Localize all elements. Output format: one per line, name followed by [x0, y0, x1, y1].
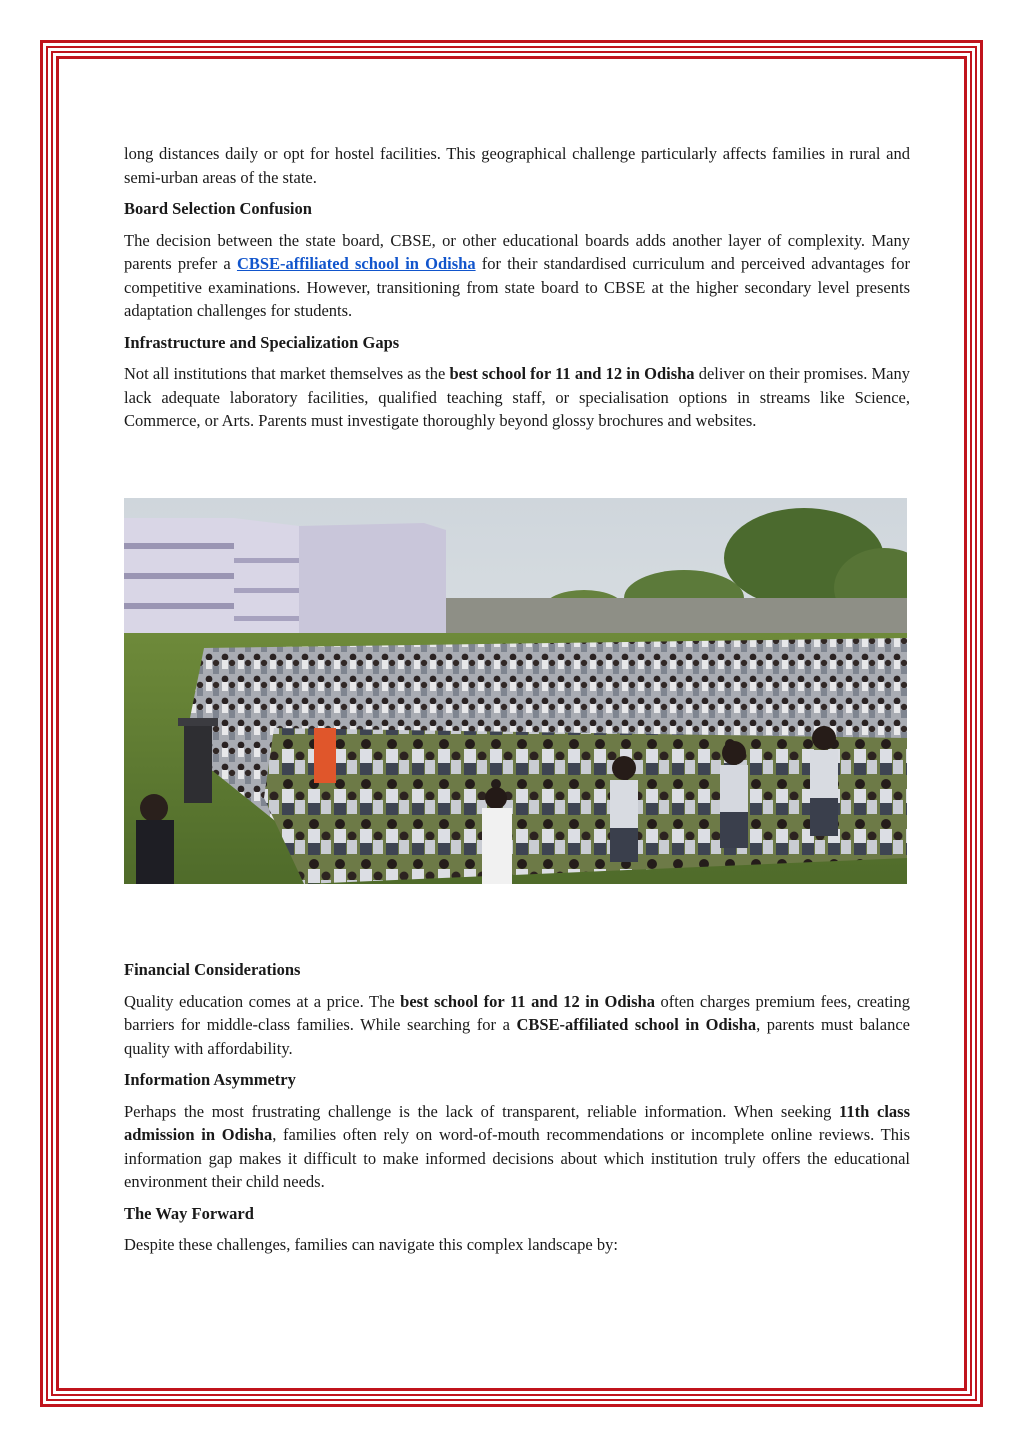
way-forward-paragraph: Despite these challenges, families can navigate this complex landscape by:: [124, 1235, 618, 1254]
heading-board-selection: Board Selection Confusion: [124, 199, 312, 218]
heading-way-forward: The Way Forward: [124, 1203, 254, 1223]
cbse-school-link[interactable]: CBSE-affiliated school in Odisha: [236, 254, 476, 273]
board-paragraph: The decision between the state board, CBSE, or other educational boards adds another layer of complexity. Many parents prefer a CBSE-affiliated school in Odisha for their standardised curriculum and perceived advantages for competitive examinations. However, transitioning from state board to CBSE at the higher secondary level presents adaptation challenges for students.: [124, 230, 910, 320]
school-assembly-photo: [124, 498, 907, 884]
infra-paragraph: Not all institutions that market themselves as the best school for 11 and 12 in Odisha deliver on their promises. Many lack adequate laboratory facilities, qualified teaching staff, or specialisation options in streams like Science, Commerce, or Arts. Parents must investigate thoroughly beyond glossy brochures and websites.: [124, 364, 911, 430]
document-body-bottom: [124, 958, 910, 1265]
school-assembly-illustration: [124, 498, 907, 884]
information-paragraph: Perhaps the most frustrating challenge is the lack of transparent, reliable information. When seeking 11th class admission in Odisha, families often rely on word-of-mouth recommendations or incomplete online reviews. This information gap makes it difficult to make informed decisions about which institution truly offers the educational environment their child needs.: [124, 1101, 910, 1191]
financial-paragraph: Quality education comes at a price. The best school for 11 and 12 in Odisha often charges premium fees, creating barriers for middle-class families. While searching for a CBSE-affiliated school in Odisha, parents must balance quality with affordability.: [124, 991, 910, 1058]
intro-paragraph: long distances daily or opt for hostel facilities. This geographical challenge particularly affects families in rural and semi-urban areas of the state.: [124, 144, 910, 187]
heading-financial: Financial Considerations: [124, 960, 301, 979]
document-body-top: [124, 142, 910, 441]
heading-information-asymmetry: Information Asymmetry: [124, 1070, 296, 1089]
heading-infrastructure: Infrastructure and Specialization Gaps: [124, 332, 400, 352]
